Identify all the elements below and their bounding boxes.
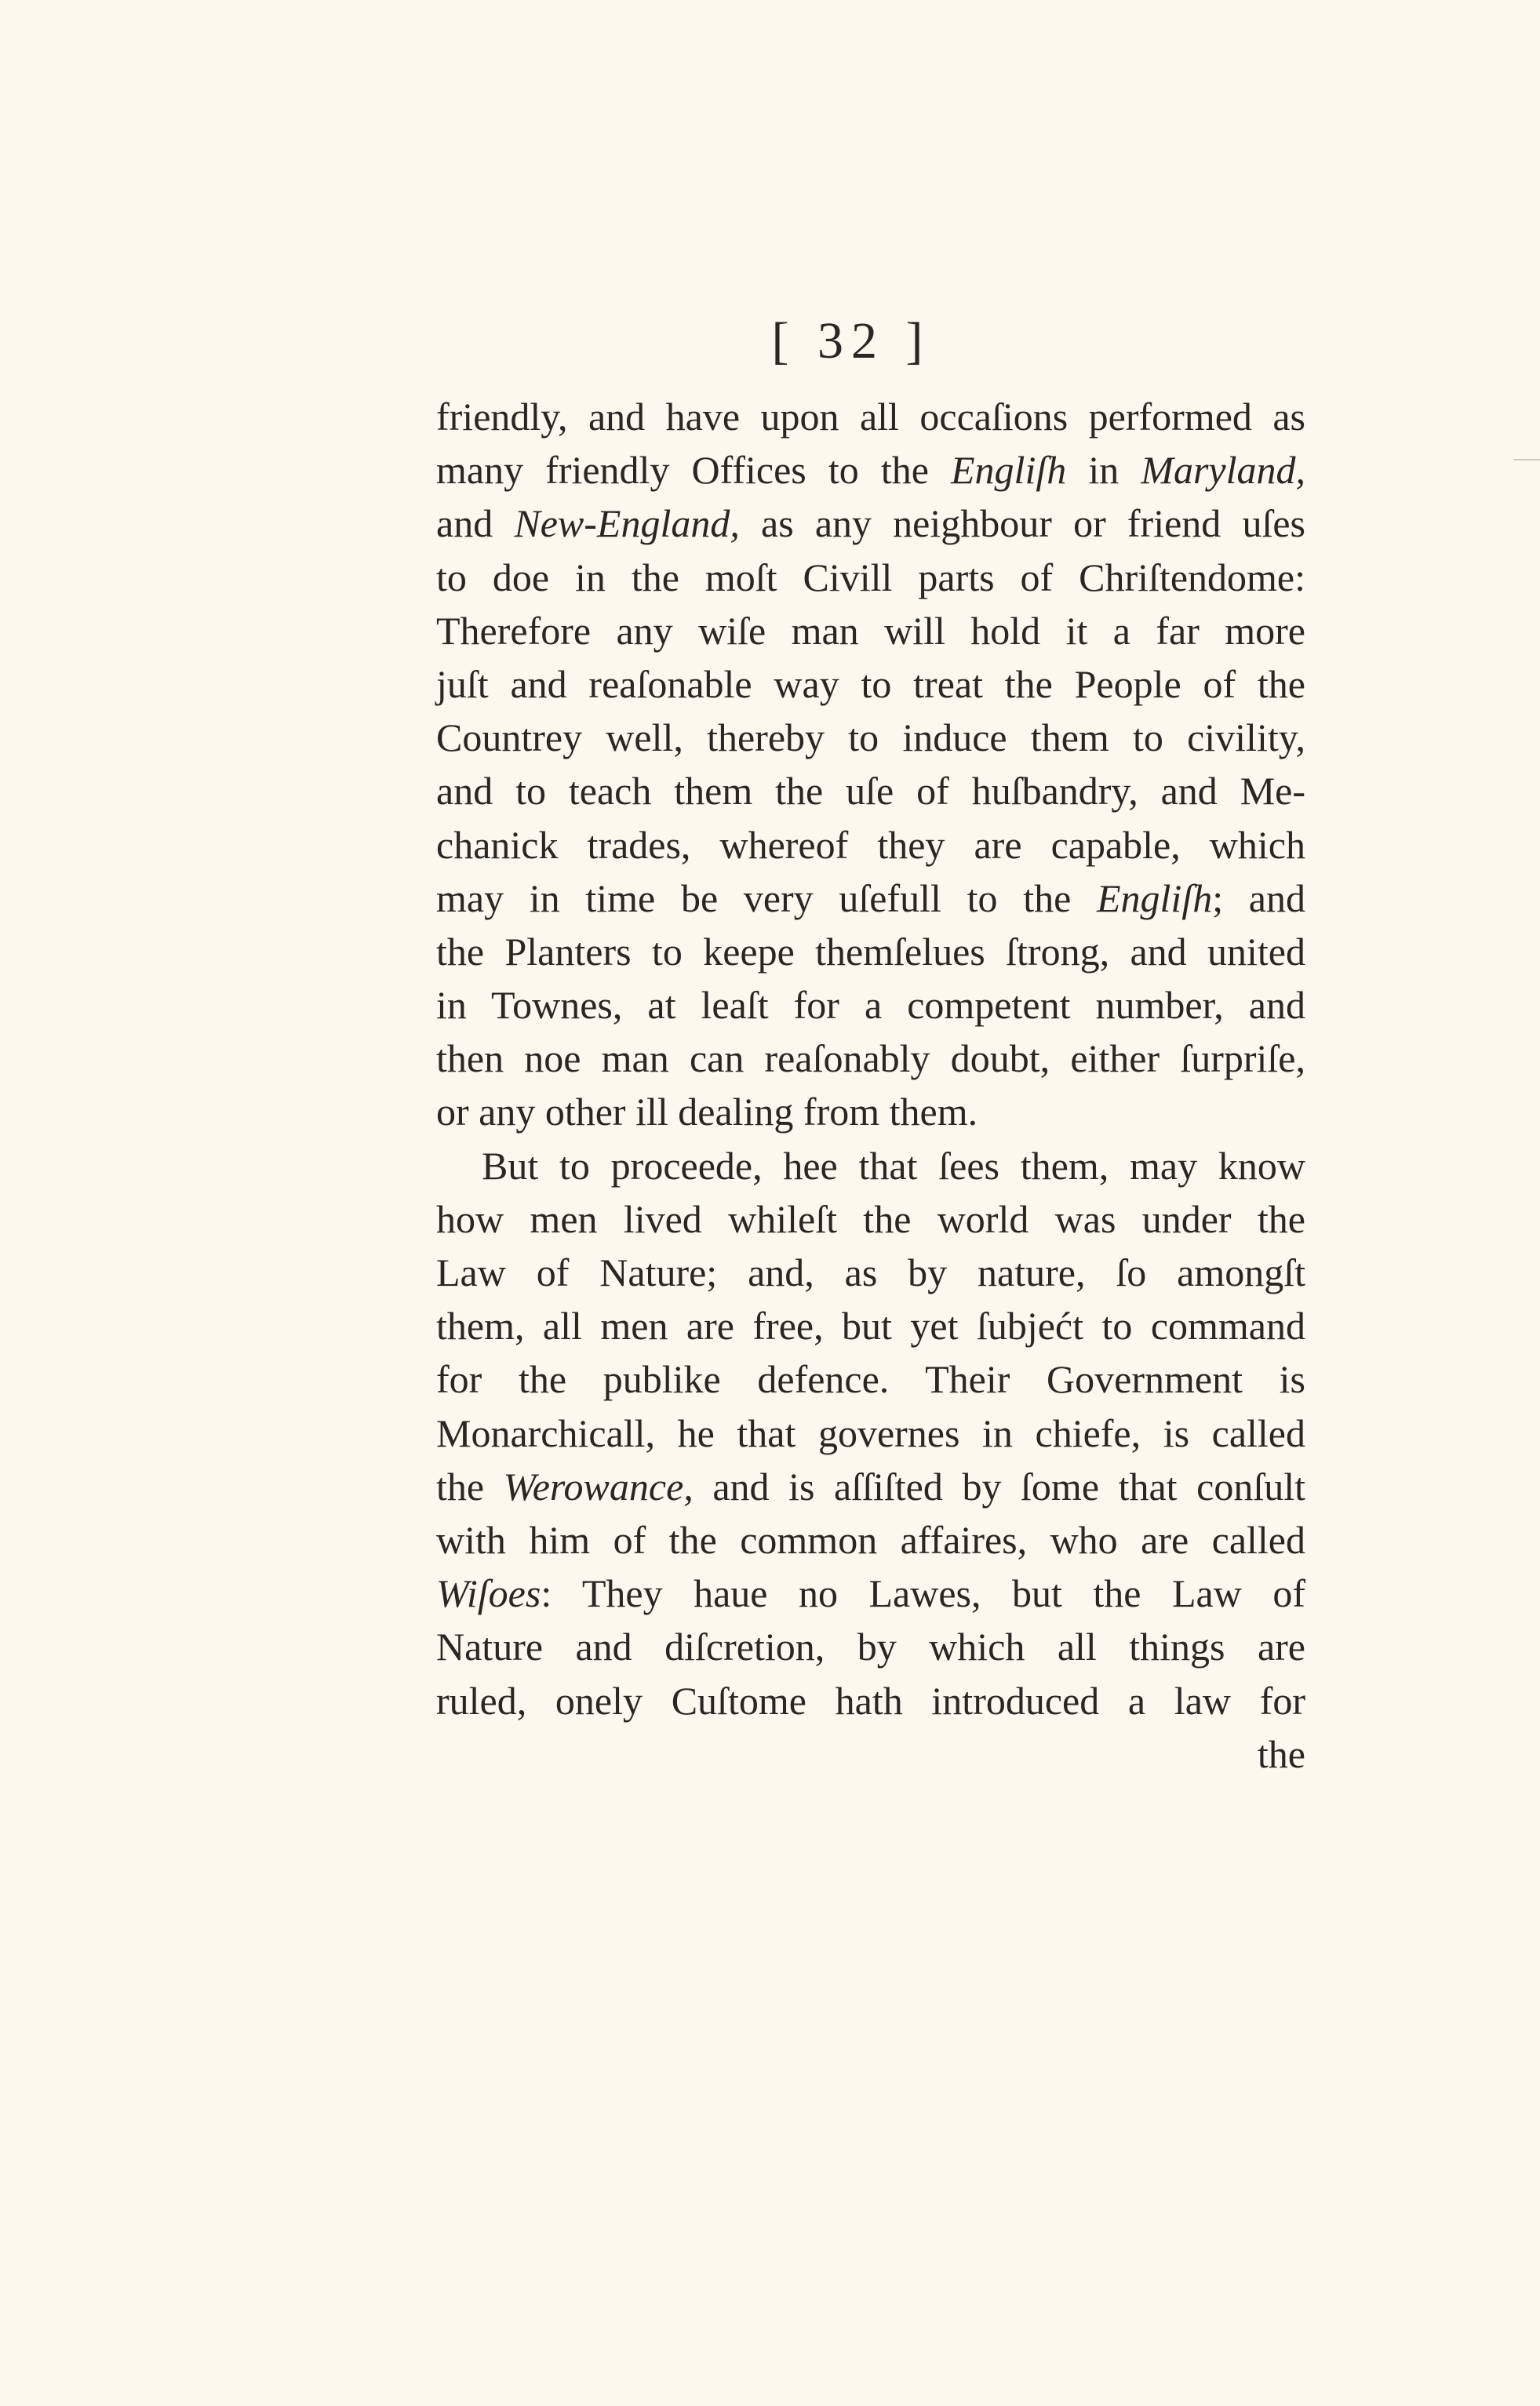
text-run: ruled, onely Cuſtome hath introduced a law for bbox=[436, 1678, 1305, 1723]
text-line bbox=[436, 1460, 1305, 1513]
text-run: then noe man can reaſonably doubt, either ſurpriſe, bbox=[436, 1036, 1305, 1081]
text-run: Nature and diſcretion, by which all things are bbox=[436, 1625, 1305, 1669]
text-run: Monarchicall, he that governes in chiefe, is called bbox=[436, 1410, 1305, 1455]
paragraph-1 bbox=[436, 390, 1305, 1139]
text-run: Therefore any wiſe man will hold it a far more bbox=[436, 608, 1305, 653]
text-line bbox=[436, 1407, 1305, 1460]
text-run: the Planters to keepe themſelues ſtrong, and united bbox=[436, 929, 1305, 974]
text-line bbox=[436, 872, 1305, 925]
margin-mark bbox=[1514, 459, 1540, 460]
text-run: friendly, and have upon all occaſions performed as bbox=[436, 395, 1305, 439]
text-line bbox=[436, 978, 1305, 1032]
text-line bbox=[436, 925, 1305, 978]
text-run: and is aſſiſted by ſome that conſult bbox=[693, 1464, 1306, 1509]
text-run: as any neighbour or friend uſes bbox=[739, 501, 1305, 546]
text-line bbox=[436, 1032, 1305, 1085]
text-run: in Townes, at leaſt for a competent number, and bbox=[436, 983, 1305, 1028]
text-run: Law of Nature; and, as by nature, ſo amongſt bbox=[436, 1250, 1305, 1294]
text-run: may in time be very uſefull to the bbox=[436, 875, 1097, 920]
text-line bbox=[436, 1299, 1305, 1352]
page-number: [ 32 ] bbox=[771, 312, 931, 369]
text-run: with him of the common affaires, who are called bbox=[436, 1517, 1305, 1562]
text-line bbox=[436, 497, 1305, 550]
text-line bbox=[436, 1620, 1305, 1673]
text-line bbox=[436, 443, 1305, 497]
text-line bbox=[436, 1674, 1305, 1727]
text-run: how men lived whileſt the world was under the bbox=[436, 1196, 1305, 1241]
text-run: But to proceede, hee that ſees them, may know bbox=[482, 1143, 1305, 1188]
text-line bbox=[436, 604, 1305, 657]
text-line bbox=[436, 390, 1305, 443]
text-run: : They haue no Lawes, but the Law of bbox=[541, 1571, 1305, 1616]
text-line bbox=[436, 818, 1305, 872]
text-line bbox=[436, 764, 1305, 817]
text-line bbox=[436, 1246, 1305, 1299]
paragraph-2 bbox=[436, 1139, 1305, 1781]
text-line bbox=[436, 711, 1305, 764]
text-run: and bbox=[436, 501, 515, 546]
catchword: the bbox=[1257, 1731, 1305, 1776]
text-line bbox=[436, 1085, 1305, 1138]
text-run: Countrey well, thereby to induce them to civility, bbox=[436, 715, 1305, 760]
text-run: the bbox=[436, 1464, 504, 1509]
text-run: in bbox=[1066, 448, 1141, 493]
body-text bbox=[436, 390, 1305, 1781]
text-line bbox=[436, 1513, 1305, 1567]
text-line bbox=[436, 551, 1305, 604]
text-line bbox=[436, 657, 1305, 711]
italic-run: Wiſoes bbox=[436, 1571, 541, 1616]
text-line bbox=[436, 1192, 1305, 1246]
italic-run: New-England, bbox=[514, 501, 740, 546]
text-run: many friendly Offices to the bbox=[436, 448, 952, 493]
italic-run: Engliſh bbox=[951, 448, 1067, 493]
text-line bbox=[436, 1352, 1305, 1406]
text-run: chanick trades, whereof they are capable, which bbox=[436, 822, 1305, 867]
italic-run: Engliſh bbox=[1096, 875, 1213, 920]
italic-run: Maryland, bbox=[1141, 448, 1305, 493]
text-run: for the publike defence. Their Government is bbox=[436, 1357, 1305, 1402]
text-run: or any other ill dealing from them. bbox=[436, 1090, 978, 1134]
text-run: and to teach them the uſe of huſbandry, and Me- bbox=[436, 769, 1305, 814]
text-line bbox=[436, 1567, 1305, 1620]
text-run: them, all men are free, but yet ſubjećt to command bbox=[436, 1304, 1305, 1349]
text-line bbox=[436, 1139, 1305, 1192]
text-run: ; and bbox=[1212, 875, 1305, 920]
text-run: juſt and reaſonable way to treat the People of the bbox=[436, 661, 1305, 706]
italic-run: Werowance, bbox=[503, 1464, 694, 1509]
text-run: to doe in the moſt Civill parts of Chriſtendome: bbox=[436, 555, 1305, 599]
